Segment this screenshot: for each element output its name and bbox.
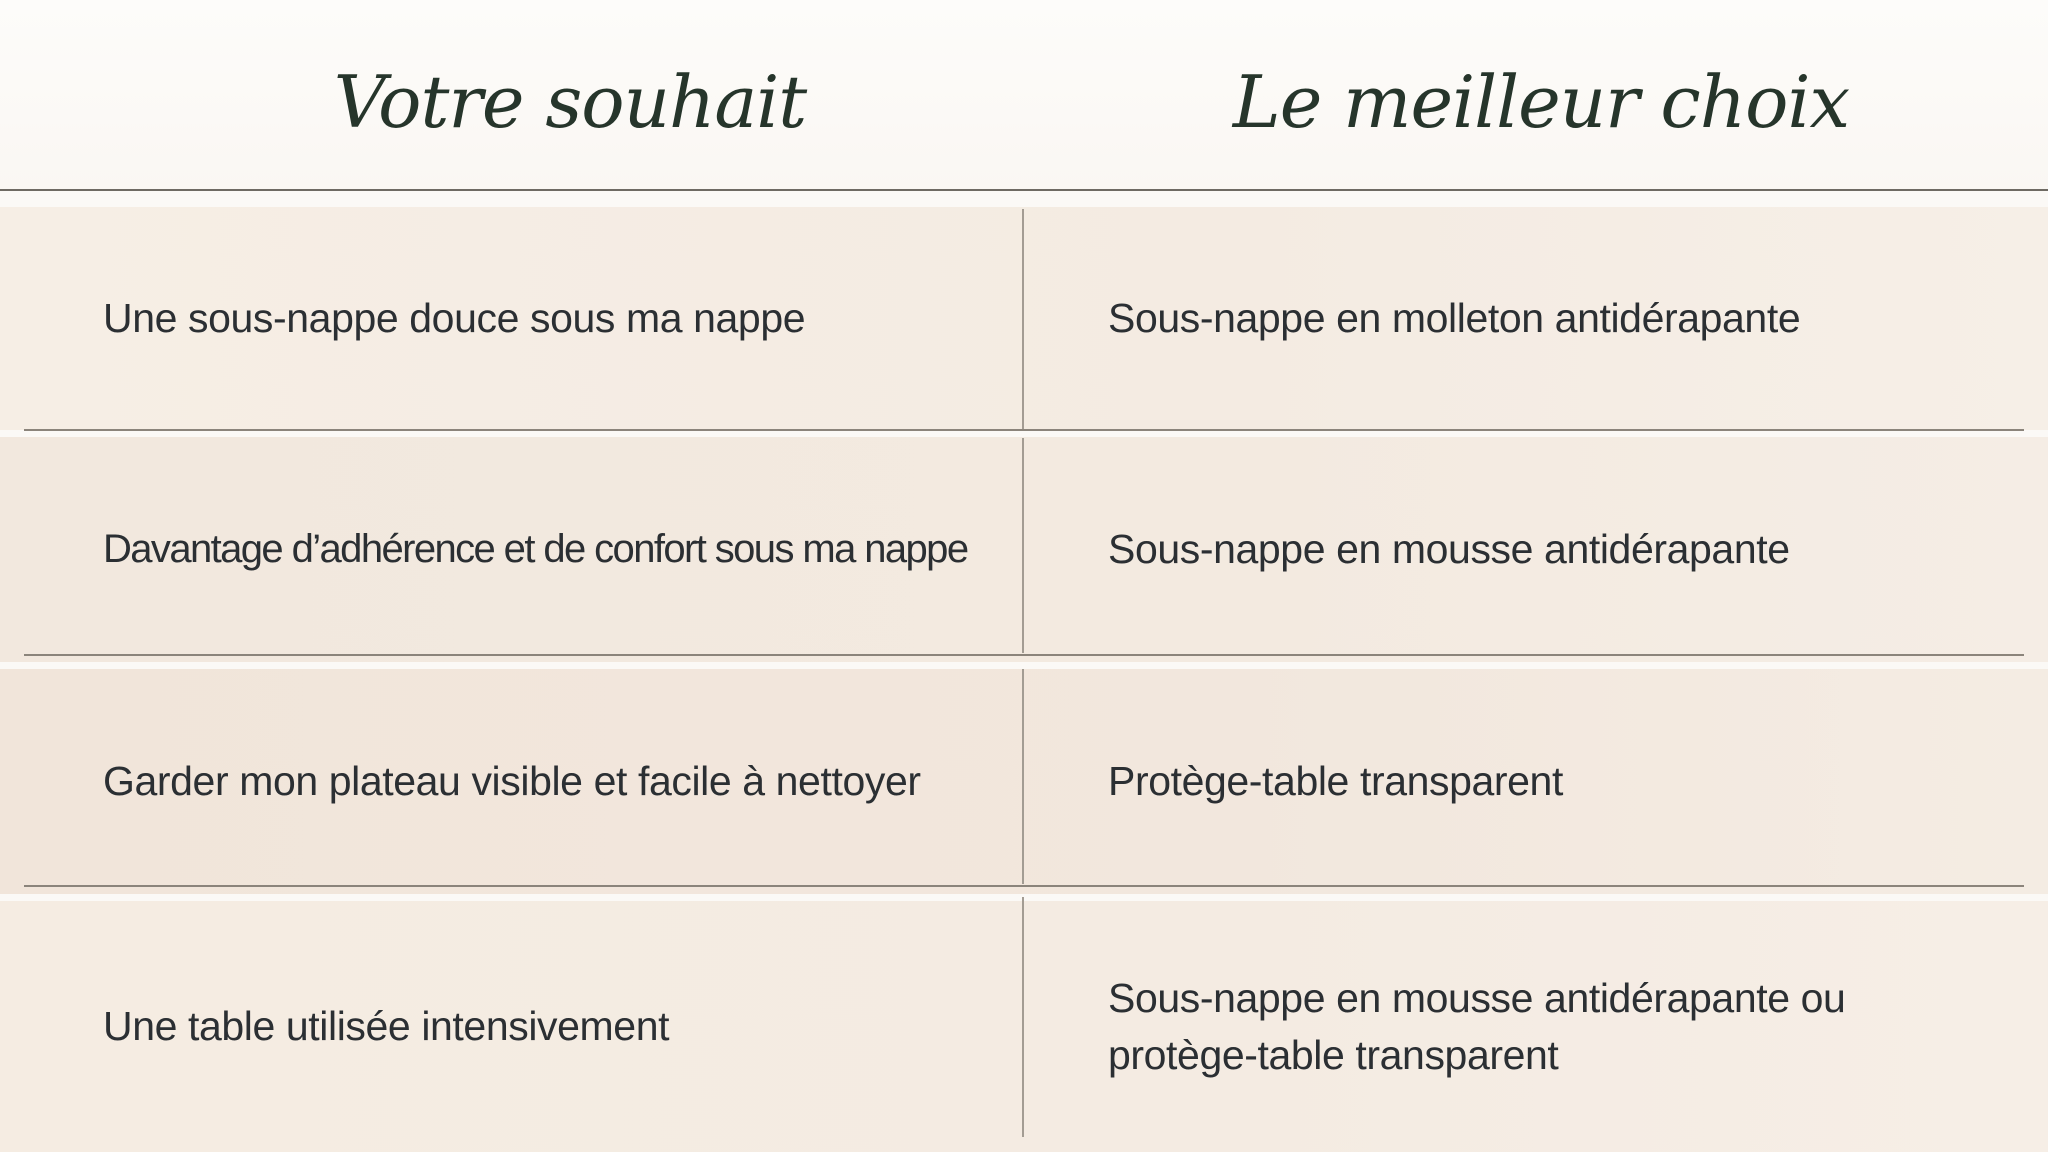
table-row	[0, 669, 2048, 894]
table-row	[0, 901, 2048, 1152]
column-header-wish: Votre souhait	[333, 60, 807, 144]
column-divider	[1022, 209, 1024, 429]
wish-cell: Davantage d’adhérence et de confort sous ma nappe	[103, 527, 968, 571]
choice-cell: Sous-nappe en molleton antidérapante	[1108, 295, 1801, 341]
row-divider	[24, 885, 2024, 887]
choice-cell: Sous-nappe en mousse antidérapante	[1108, 526, 1790, 572]
column-divider	[1022, 438, 1024, 653]
wish-cell: Une table utilisée intensivement	[103, 1003, 670, 1049]
table-header	[0, 0, 2048, 190]
column-header-choice: Le meilleur choix	[1232, 60, 1850, 144]
row-divider	[24, 654, 2024, 656]
header-divider	[0, 189, 2048, 191]
choice-cell: Protège-table transparent	[1108, 758, 1563, 804]
comparison-table	[0, 207, 2048, 1152]
table-row	[0, 437, 2048, 662]
column-divider	[1022, 669, 1024, 884]
wish-cell: Une sous-nappe douce sous ma nappe	[103, 295, 806, 341]
wish-cell: Garder mon plateau visible et facile à nettoyer	[103, 758, 921, 804]
row-divider	[24, 429, 2024, 431]
choice-cell: Sous-nappe en mousse antidérapante ou protège-table transparent	[1108, 974, 1846, 1078]
table-row	[0, 207, 2048, 430]
column-divider	[1022, 897, 1024, 1137]
